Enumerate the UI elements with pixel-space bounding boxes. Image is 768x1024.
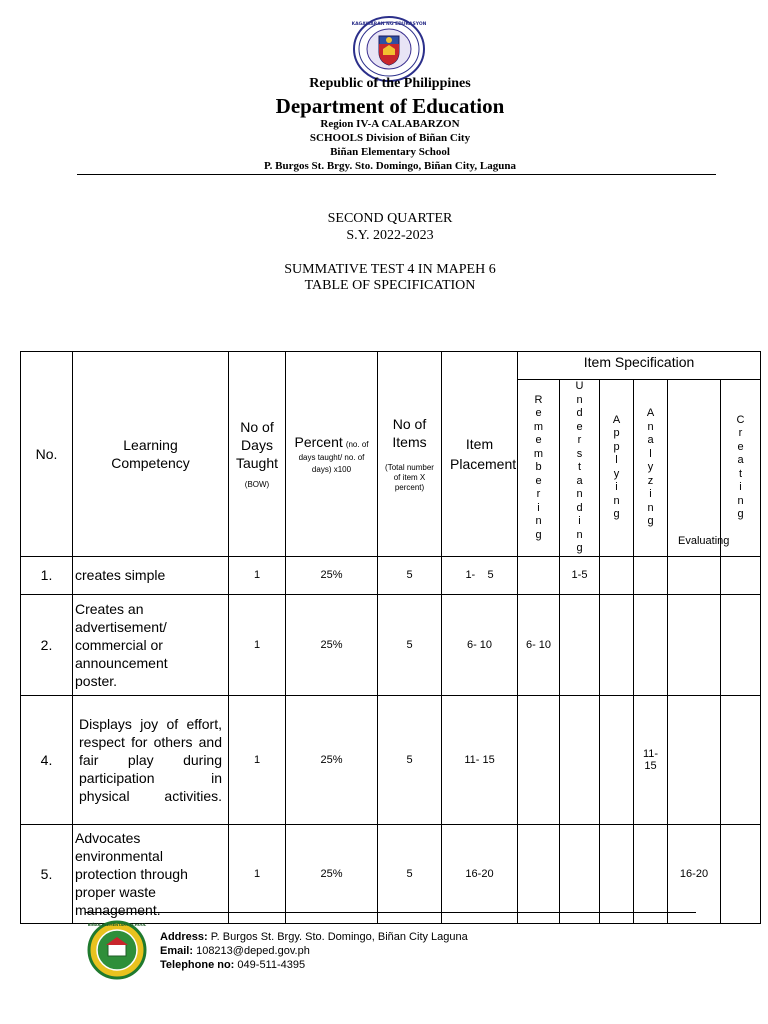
row-remembering — [518, 695, 560, 824]
row-items: 5 — [378, 824, 442, 923]
row-no: 5. — [21, 824, 73, 923]
header-creating-label: C r e a t i n g — [736, 413, 745, 521]
header-department: Department of Education — [275, 94, 505, 118]
row-creating — [721, 556, 761, 594]
footer-email-value: 108213@deped.gov.ph — [196, 945, 310, 957]
row-applying — [600, 556, 634, 594]
footer-email-label: Email: — [160, 945, 194, 957]
row-percent: 25% — [286, 556, 378, 594]
footer-email — [160, 945, 310, 957]
row-competency: creates simple — [73, 556, 229, 594]
row-evaluating — [668, 594, 721, 695]
row-analyzing — [634, 556, 668, 594]
footer-phone — [160, 959, 305, 971]
row-days: 1 — [229, 824, 286, 923]
row-understanding — [560, 594, 600, 695]
row-analyzing: 11- 15 — [634, 695, 668, 824]
row-placement: 11- 15 — [442, 695, 518, 824]
header-division: SCHOOLS Division of Biñan City — [309, 132, 471, 144]
svg-text:KAGAWARAN NG EDUKASYON: KAGAWARAN NG EDUKASYON — [352, 22, 426, 27]
row-understanding — [560, 695, 600, 824]
header-region: Region IV-A CALABARZON — [320, 118, 460, 130]
footer-phone-value: 049-511-4395 — [237, 959, 306, 971]
footer-address-value: P. Burgos St. Brgy. Sto. Domingo, Biñan City Laguna — [210, 931, 468, 943]
title-test: SUMMATIVE TEST 4 IN MAPEH 6 — [284, 262, 496, 277]
header-no: No. — [21, 352, 73, 557]
header-placement — [442, 352, 518, 557]
footer-phone-label: Telephone no: — [160, 959, 235, 971]
row-percent: 25% — [286, 824, 378, 923]
row-analyzing — [634, 594, 668, 695]
row-percent: 25% — [286, 594, 378, 695]
row-percent: 25% — [286, 695, 378, 824]
row-evaluating: 16-20 — [668, 824, 721, 923]
row-days: 1 — [229, 695, 286, 824]
header-days-label: No of Days Taught — [235, 418, 279, 471]
row-placement: 1- 5 — [442, 556, 518, 594]
table-row — [21, 556, 761, 594]
row-applying — [600, 824, 634, 923]
header-republic: Republic of the Philippines — [309, 76, 471, 91]
row-items: 5 — [378, 556, 442, 594]
row-creating — [721, 594, 761, 695]
header-understanding-label: U n d e r s t a n d i n g — [575, 380, 584, 554]
header-days-note: (BOW) — [244, 479, 270, 489]
header-items — [378, 352, 442, 557]
header-applying-label: A p p l y i n g — [612, 413, 621, 521]
title-quarter: SECOND QUARTER — [327, 211, 453, 226]
title-subtitle: TABLE OF SPECIFICATION — [304, 278, 476, 293]
deped-seal — [352, 16, 426, 82]
school-logo — [84, 920, 150, 980]
header-item-specification: Item Specification — [518, 352, 761, 380]
header-understanding — [560, 380, 600, 557]
footer-divider — [85, 912, 696, 913]
header-applying — [600, 380, 634, 557]
header-address: P. Burgos St. Brgy. Sto. Domingo, Biñan City, Laguna — [263, 160, 517, 172]
row-applying — [600, 594, 634, 695]
row-understanding — [560, 824, 600, 923]
table-row — [21, 695, 761, 824]
header-analyzing — [634, 380, 668, 557]
row-remembering: 6- 10 — [518, 594, 560, 695]
row-no: 4. — [21, 695, 73, 824]
header-analyzing-label: A n a l y z i n g — [646, 407, 655, 527]
row-evaluating — [668, 695, 721, 824]
header-school: Biñan Elementary School — [330, 146, 450, 158]
row-remembering — [518, 824, 560, 923]
header-items-label: No of Items — [392, 415, 427, 450]
footer-address-label: Address: — [160, 931, 208, 943]
header-competency — [73, 352, 229, 557]
table-row — [21, 594, 761, 695]
row-analyzing — [634, 824, 668, 923]
header-evaluating-label: Evaluating — [678, 534, 730, 547]
header-percent-note: (no. of days taught/ no. of days) x100 — [298, 439, 369, 474]
row-days: 1 — [229, 556, 286, 594]
table-row — [21, 824, 761, 923]
row-understanding: 1-5 — [560, 556, 600, 594]
footer-address — [160, 931, 468, 943]
row-items: 5 — [378, 594, 442, 695]
svg-text:BIÑAN ELEMENTARY SCHOOL: BIÑAN ELEMENTARY SCHOOL — [87, 923, 147, 927]
row-no: 1. — [21, 556, 73, 594]
specification-table — [20, 351, 761, 924]
header-remembering — [518, 380, 560, 557]
header-competency-label: Learning Competency — [111, 436, 190, 471]
row-days: 1 — [229, 594, 286, 695]
header-divider — [77, 174, 716, 175]
row-placement: 6- 10 — [442, 594, 518, 695]
header-evaluating — [668, 380, 730, 557]
header-remembering-label: R e m e m b e r i n g — [533, 393, 544, 541]
header-creating — [721, 380, 761, 557]
row-competency — [73, 695, 229, 824]
header-items-note: (Total number of item X percent) — [385, 462, 434, 492]
row-competency: Advocates environmental protection through proper waste management. — [73, 824, 229, 923]
row-items: 5 — [378, 695, 442, 824]
row-no: 2. — [21, 594, 73, 695]
title-school-year: S.Y. 2022-2023 — [346, 228, 434, 243]
header-placement-label: Item Placement — [450, 435, 517, 472]
row-placement: 16-20 — [442, 824, 518, 923]
header-percent-label: Percent — [294, 433, 343, 450]
header-percent — [286, 352, 378, 557]
row-remembering — [518, 556, 560, 594]
row-competency: Creates an advertisement/ commercial or announcement poster. — [73, 594, 229, 695]
row-creating — [721, 695, 761, 824]
row-applying — [600, 695, 634, 824]
row-creating — [721, 824, 761, 923]
header-days — [229, 352, 286, 557]
row-evaluating — [668, 556, 721, 594]
row-competency-text: Displays joy of effort, respect for others and fair play during participation in physical activities. — [79, 715, 222, 804]
